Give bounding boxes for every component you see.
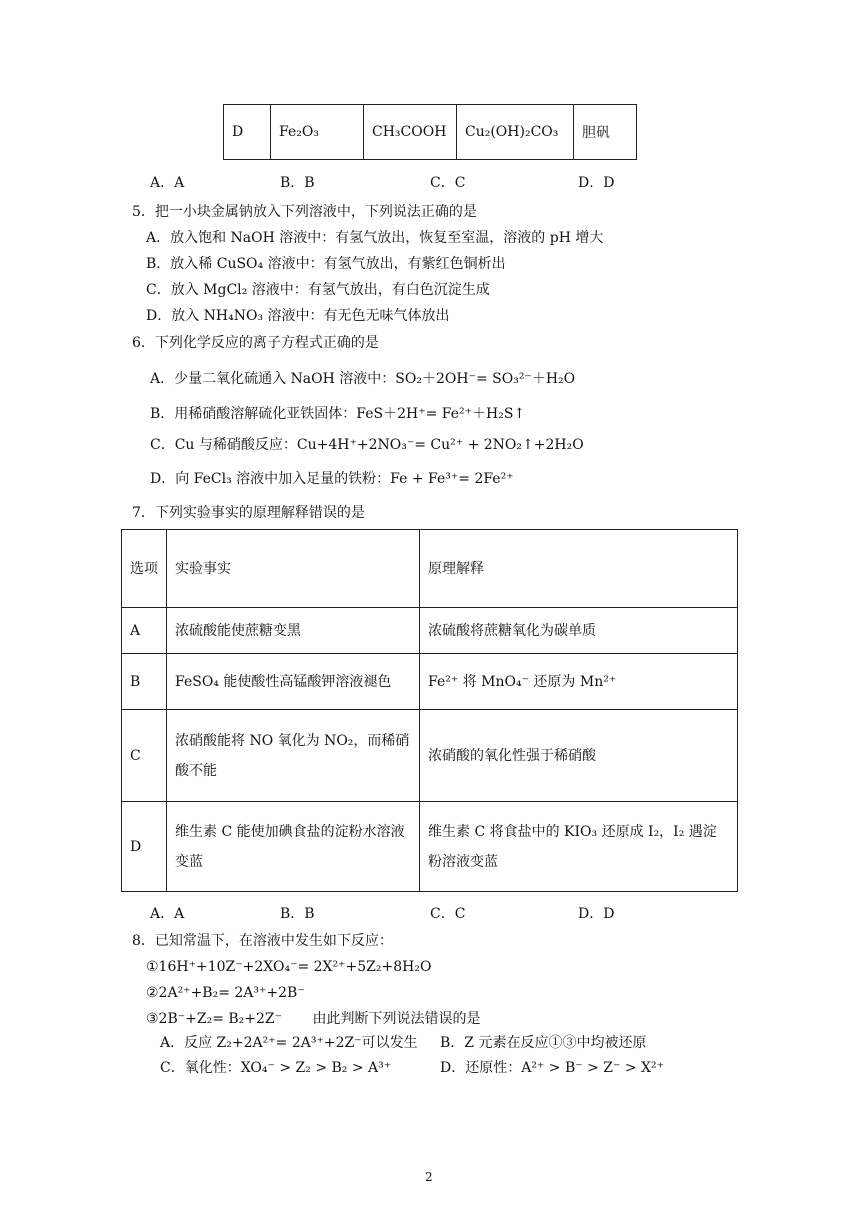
q8-reaction-3 xyxy=(146,1006,481,1032)
q5-stem: 5．把一小块金属钠放入下列溶液中，下列说法正确的是 xyxy=(132,204,477,220)
option-b: B．B xyxy=(280,906,315,922)
table-cell: B xyxy=(122,654,167,710)
q6-option-c: C．Cu 与稀硝酸反应：Cu+4H⁺+2NO₃⁻= Cu²⁺ + 2NO₂↑+2H₂O xyxy=(150,437,584,453)
q8-option-c: C．氧化性：XO₄⁻ > Z₂ > B₂ > A³⁺ xyxy=(160,1060,392,1076)
table-cell: A xyxy=(122,608,167,654)
table-cell: CH₃COOH xyxy=(364,105,457,160)
option-c: C．C xyxy=(430,175,466,191)
table-cell: 维生素 C 将食盐中的 KIO₃ 还原成 I₂，I₂ 遇淀粉溶液变蓝 xyxy=(420,802,738,892)
table-row xyxy=(122,654,738,710)
q8-reaction-1: ①16H⁺+10Z⁻+2XO₄⁻= 2X²⁺+5Z₂+8H₂O xyxy=(146,959,432,975)
q5-option-a: A．放入饱和 NaOH 溶液中：有氢气放出，恢复至室温，溶液的 pH 增大 xyxy=(146,230,604,246)
table-cell: Fe²⁺ 将 MnO₄⁻ 还原为 Mn²⁺ xyxy=(420,654,738,710)
q5-option-c: C．放入 MgCl₂ 溶液中：有氢气放出，有白色沉淀生成 xyxy=(146,282,490,298)
q5-option-b: B．放入稀 CuSO₄ 溶液中：有氢气放出，有紫红色铜析出 xyxy=(146,256,506,272)
table-cell: Fe₂O₃ xyxy=(271,105,364,160)
q6-option-b: B．用稀硝酸溶解硫化亚铁固体：FeS＋2H⁺= Fe²⁺＋H₂S↑ xyxy=(150,406,526,422)
top-table xyxy=(223,104,637,160)
header-cell: 原理解释 xyxy=(420,530,738,608)
table-cell: 浓硫酸将蔗糖氧化为碳单质 xyxy=(420,608,738,654)
table-row xyxy=(122,530,738,608)
q8-stem: 8．已知常温下，在溶液中发生如下反应： xyxy=(132,933,393,949)
table-row xyxy=(122,710,738,802)
table-cell: 浓硝酸的氧化性强于稀硝酸 xyxy=(420,710,738,802)
q8-option-a: A．反应 Z₂+2A²⁺= 2A³⁺+2Z⁻可以发生 xyxy=(160,1035,418,1051)
option-a: A．A xyxy=(150,175,185,191)
option-c: C．C xyxy=(430,906,466,922)
table-row xyxy=(224,105,637,160)
q6-option-d: D．向 FeCl₃ 溶液中加入足量的铁粉：Fe + Fe³⁺= 2Fe²⁺ xyxy=(150,471,514,487)
q7-table xyxy=(121,529,738,892)
q7-stem: 7．下列实验事实的原理解释错误的是 xyxy=(132,505,365,521)
q8-reaction-2: ②2A²⁺+B₂= 2A³⁺+2B⁻ xyxy=(146,985,305,1001)
header-cell: 选项 xyxy=(122,530,167,608)
header-cell: 实验事实 xyxy=(167,530,420,608)
option-b: B．B xyxy=(280,175,315,191)
option-a: A．A xyxy=(150,906,185,922)
table-cell: 维生素 C 能使加碘食盐的淀粉水溶液变蓝 xyxy=(167,802,420,892)
q6-option-a: A．少量二氧化硫通入 NaOH 溶液中：SO₂＋2OH⁻= SO₃²⁻＋H₂O xyxy=(150,371,576,387)
table-cell: C xyxy=(122,710,167,802)
table-row xyxy=(122,802,738,892)
page-number: 2 xyxy=(425,1170,433,1184)
option-d: D．D xyxy=(578,175,615,191)
table-cell: 胆矾 xyxy=(574,105,637,160)
q8-question: 由此判断下列说法错误的是 xyxy=(312,1011,481,1027)
table-cell: D xyxy=(122,802,167,892)
q8-option-b: B．Z 元素在反应①③中均被还原 xyxy=(440,1035,647,1051)
table-cell: D xyxy=(224,105,271,160)
table-cell: Cu₂(OH)₂CO₃ xyxy=(457,105,574,160)
table-row xyxy=(122,608,738,654)
q5-option-d: D．放入 NH₄NO₃ 溶液中：有无色无味气体放出 xyxy=(146,308,450,324)
table-cell: 浓硫酸能使蔗糖变黑 xyxy=(167,608,420,654)
q8-reaction-3-eq: ③2B⁻+Z₂= B₂+2Z⁻ xyxy=(146,1011,283,1027)
table-cell: 浓硝酸能将 NO 氧化为 NO₂，而稀硝酸不能 xyxy=(167,710,420,802)
q6-stem: 6．下列化学反应的离子方程式正确的是 xyxy=(132,335,379,351)
q8-option-d: D．还原性：A²⁺ > B⁻ > Z⁻ > X²⁺ xyxy=(440,1060,664,1076)
table-cell: FeSO₄ 能使酸性高锰酸钾溶液褪色 xyxy=(167,654,420,710)
option-d: D．D xyxy=(578,906,615,922)
